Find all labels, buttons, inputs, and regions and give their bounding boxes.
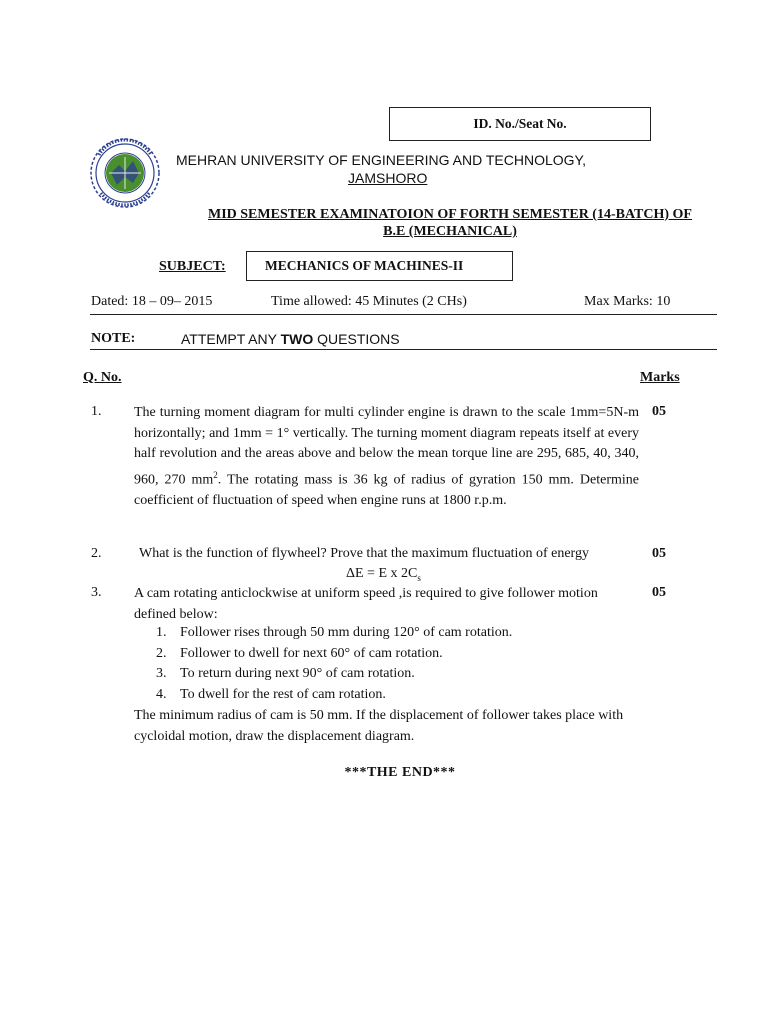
university-line-1: MEHRAN UNIVERSITY OF ENGINEERING AND TECHNOLOGY, [176, 152, 586, 168]
subject-label: SUBJECT: [159, 259, 226, 274]
exam-line-2: B.E (MECHANICAL) [383, 224, 517, 239]
question-2-number: 2. [91, 546, 102, 561]
id-seat-box [389, 107, 651, 141]
list-item-number: 4. [156, 686, 167, 702]
the-end-marker: ***THE END*** [344, 765, 456, 780]
qno-header: Q. No. [83, 370, 122, 385]
list-item-number: 2. [156, 645, 167, 661]
question-2-formula-sub: s [417, 572, 421, 583]
question-1-sup: 2 [213, 470, 218, 481]
list-item [134, 623, 512, 644]
marks-header: Marks [640, 370, 680, 385]
question-1-text [134, 403, 639, 512]
max-marks: Max Marks: 10 [584, 294, 671, 309]
list-item-number: 3. [156, 666, 167, 681]
subject-box [246, 251, 513, 281]
list-item-text: To dwell for the rest of cam rotation. [180, 686, 386, 702]
question-1-text-a: The turning moment diagram for multi cylinder engine is drawn to the scale 1mm=5N-m horizontally; and 1mm = 1° vertically. The turning moment diagram repeats itself at every half revolution and the areas above and below the mean torque line are 295, 685, 40, 340, 960, 270 mm [134, 405, 639, 488]
note-label: NOTE: [91, 331, 136, 346]
question-2-formula-main: ΔE = E x 2C [346, 566, 418, 581]
list-item-number: 1. [156, 625, 167, 640]
question-3-list [134, 623, 512, 705]
university-seal-icon [89, 135, 161, 211]
list-item [134, 664, 512, 685]
note-text-before: ATTEMPT ANY [181, 331, 281, 347]
exam-line-1: MID SEMESTER EXAMINATOION OF FORTH SEMESTER (14-BATCH) OF [208, 207, 692, 222]
question-2-marks: 05 [652, 546, 666, 561]
university-line-2: JAMSHORO [348, 170, 428, 186]
note-text-bold: TWO [280, 331, 314, 347]
question-3-outro: The minimum radius of cam is 50 mm. If the displacement of follower takes place with cycloidal motion, draw the displacement diagram. [134, 708, 624, 744]
list-item-text: Follower rises through 50 mm during 120° of cam rotation. [180, 625, 513, 640]
question-1-text-b: . The rotating mass is 36 kg of radius of gyration 150 mm. Determine coefficient of fluctuation of speed when engine runs at 1800 r.p.m. [134, 472, 639, 509]
question-1-marks: 05 [652, 404, 666, 419]
divider-top [90, 314, 717, 315]
question-3-number: 3. [91, 585, 102, 600]
id-seat-label: ID. No./Seat No. [473, 116, 567, 131]
exam-date: Dated: 18 – 09– 2015 [91, 294, 213, 309]
exam-heading [130, 206, 768, 240]
list-item [134, 644, 512, 665]
university-heading [176, 151, 616, 187]
question-1-number: 1. [91, 404, 102, 419]
question-3-intro: A cam rotating anticlockwise at uniform speed ,is required to give follower motion defined below: [134, 586, 598, 622]
subject-value: MECHANICS OF MACHINES-II [265, 258, 464, 273]
divider-note [90, 349, 717, 350]
note-text [181, 331, 400, 347]
list-item [134, 685, 512, 706]
question-2-formula [346, 566, 421, 583]
question-3-marks: 05 [652, 585, 666, 600]
time-allowed: Time allowed: 45 Minutes (2 CHs) [271, 294, 467, 309]
list-item-text: Follower to dwell for next 60° of cam rotation. [180, 645, 443, 661]
note-text-after: QUESTIONS [313, 331, 400, 347]
question-2-text: What is the function of flywheel? Prove that the maximum fluctuation of energy [139, 546, 589, 561]
list-item-text: To return during next 90° of cam rotation. [180, 666, 415, 681]
